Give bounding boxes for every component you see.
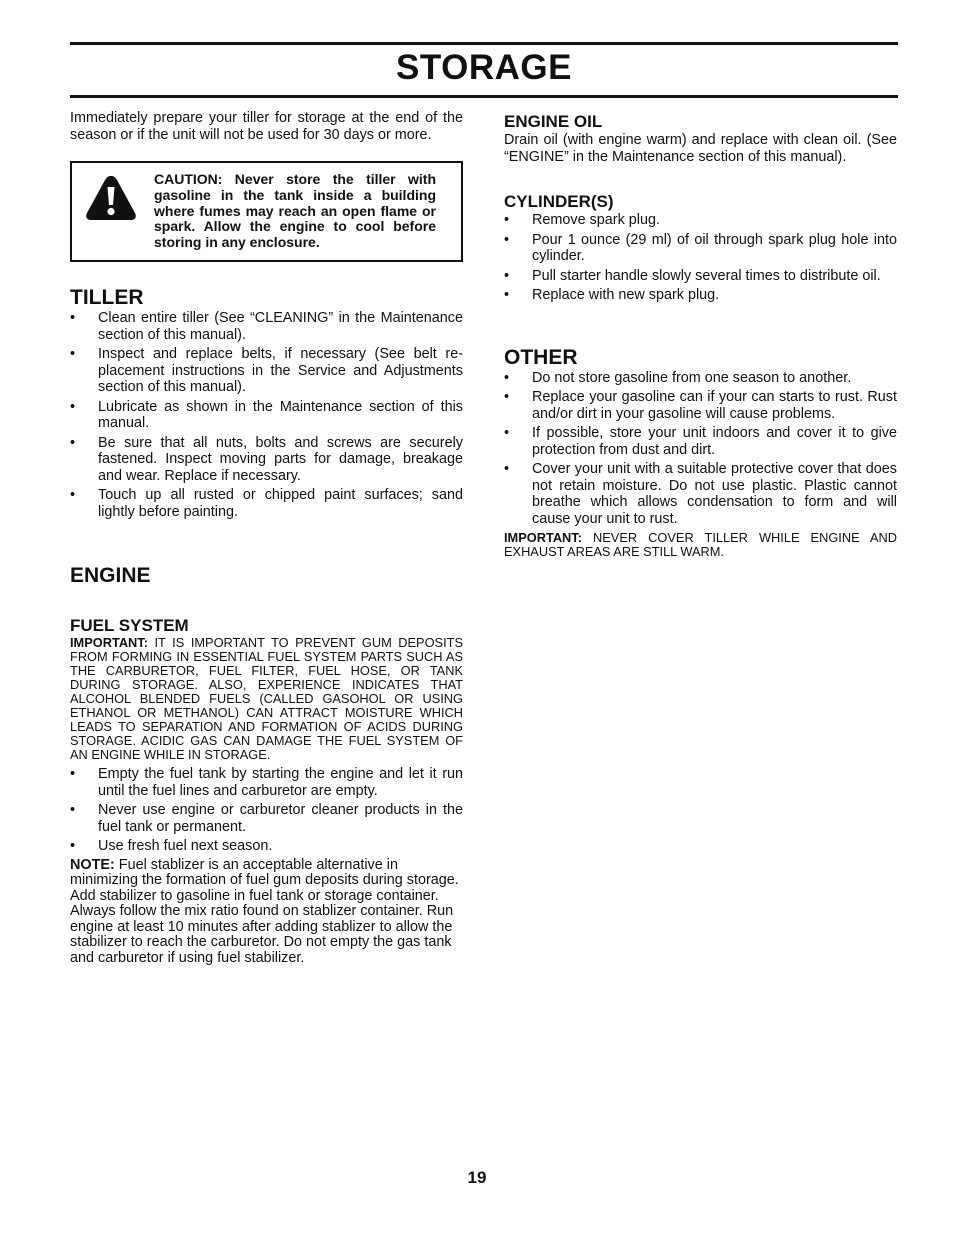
- page-number: 19: [467, 1168, 487, 1187]
- list-item: • Pour 1 ounce (29 ml) of oil through spark plug hole into cylinder.: [504, 231, 897, 264]
- fuel-important-paragraph: IMPORTANT: IT IS IMPORTANT TO PREVENT GUM DEPOSITS FROM FORMING IN ESSENTIAL FUEL SYSTEM PARTS SUCH AS THE CARBURETOR, FUEL FILTER, FUEL HOSE, OR TANK DURING STORAGE. ALSO, EXPERIENCE INDICATES THAT ALCOHOL BLENDED FUELS (CALLED GASOHOL OR USING ETHANOL OR METHANOL) CAN ATTRACT MOISTURE WHICH LEADS TO SEPARATION AND FORMATION OF ACIDS DURING STORAGE. ACIDIC GAS CAN DAMAGE THE FUEL SYSTEM OF AN ENGINE WHILE IN STORAGE.: [70, 635, 463, 762]
- fuel-system-heading: FUEL SYSTEM: [70, 616, 189, 635]
- page-title: STORAGE: [396, 48, 572, 87]
- list-item: • Inspect and replace belts, if necessary (See belt re-placement instructions in the Service and Adjustments section of this manual).: [70, 346, 463, 395]
- cylinders-heading: CYLINDER(S): [504, 192, 614, 211]
- caution-text: CAUTION: Never store the tiller with gasoline in the tank inside a building where fumes may reach an open flame or spark. Allow the engine to cool before storing in any enclosure.: [154, 171, 436, 251]
- list-item: • Do not store gasoline from one season to another.: [504, 369, 852, 386]
- list-item: • Touch up all rusted or chipped paint surfaces; sand lightly before painting.: [70, 487, 463, 520]
- note-label: NOTE:: [70, 856, 115, 873]
- warning-triangle-icon: [84, 173, 138, 223]
- engine-oil-heading: ENGINE OIL: [504, 112, 603, 131]
- intro-paragraph: Immediately prepare your tiller for storage at the end of the season or if the unit will not be used for 30 days or more.: [70, 110, 463, 143]
- list-item: • Use fresh fuel next season.: [70, 838, 273, 854]
- other-heading: OTHER: [504, 345, 578, 369]
- engine-oil-paragraph: Drain oil (with engine warm) and replace with clean oil. (See “ENGINE” in the Maintenance section of this manual).: [504, 132, 897, 165]
- important-label: IMPORTANT:: [504, 530, 582, 545]
- other-important-paragraph: IMPORTANT: NEVER COVER TILLER WHILE ENGINE AND EXHAUST AREAS ARE STILL WARM.: [504, 530, 897, 559]
- tiller-list: [70, 310, 463, 520]
- list-item: • Cover your unit with a suitable protective cover that does not retain moisture. Do not use plastic. Plastic cannot breathe which allows condensation to form and will cause your unit to rust.: [504, 461, 897, 527]
- caution-box: [70, 161, 463, 262]
- list-item: • Never use engine or carburetor cleaner products in the fuel tank or permanent.: [70, 802, 463, 835]
- important-label: IMPORTANT:: [70, 635, 148, 650]
- left-column: [70, 110, 463, 967]
- title-rule-bottom: [70, 95, 898, 98]
- cylinders-list: [504, 212, 897, 304]
- other-list: [504, 370, 897, 528]
- list-item: • Pull starter handle slowly several times to distribute oil.: [504, 267, 881, 284]
- list-item: • Replace with new spark plug.: [504, 287, 720, 303]
- fuel-system-list: [70, 766, 463, 855]
- list-item: • Empty the fuel tank by starting the engine and let it run until the fuel lines and carburetor are empty.: [70, 766, 463, 799]
- list-item: • Replace your gasoline can if your can starts to rust. Rust and/or dirt in your gasoline will cause problems.: [504, 389, 897, 422]
- list-item: • Be sure that all nuts, bolts and screws are securely fastened. Inspect moving parts for damage, breakage and wear. Replace if necessary.: [70, 434, 463, 484]
- list-item: • Clean entire tiller (See “CLEANING” in the Maintenance section of this manual).: [70, 310, 463, 343]
- list-item: • Remove spark plug.: [504, 212, 660, 228]
- list-item: • If possible, store your unit indoors and cover it to give protection from dust and dirt.: [504, 425, 897, 458]
- engine-heading: ENGINE: [70, 564, 151, 587]
- list-item: • Lubricate as shown in the Maintenance section of this manual.: [70, 398, 463, 431]
- tiller-heading: TILLER: [70, 286, 144, 309]
- right-column: [504, 110, 897, 559]
- fuel-note-paragraph: NOTE: Fuel stablizer is an acceptable alternative in minimizing the formation of fuel gum deposits during storage. Add stabilizer to gasoline in fuel tank or storage container. Always follow the mix ratio found on stablizer container. Run engine at least 10 minutes after adding stablizer to allow the stabilizer to reach the carburetor. Do not empty the gas tank and carburetor if using fuel stabilizer.: [70, 856, 459, 967]
- title-rule-top: [70, 42, 898, 45]
